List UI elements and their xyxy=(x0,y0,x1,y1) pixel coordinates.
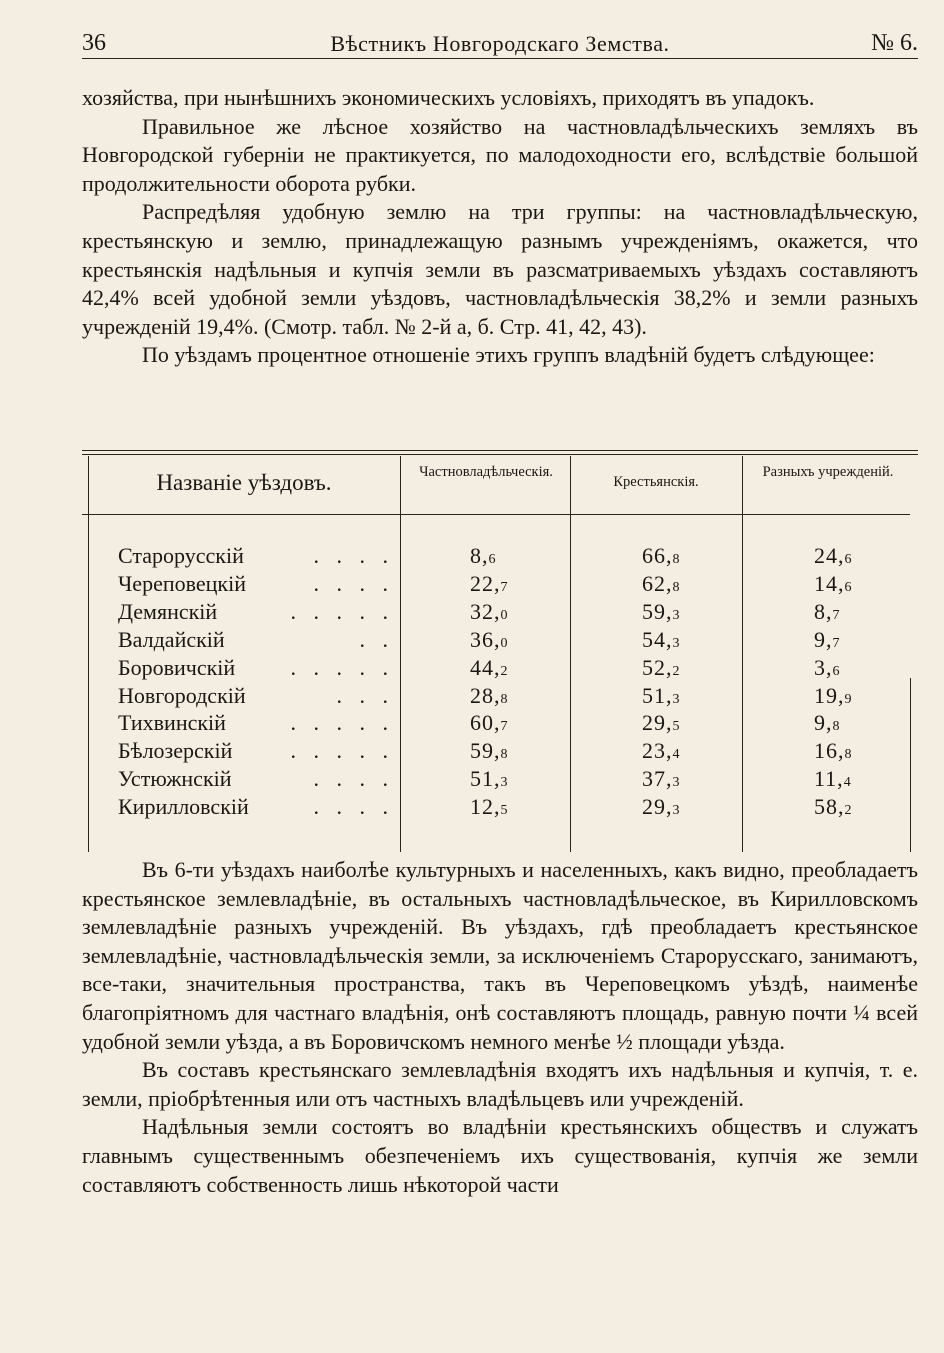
journal-title: Вѣстникъ Новгородскаго Земства. xyxy=(330,31,670,56)
various-value xyxy=(814,599,841,625)
district-name: Череповецкій xyxy=(118,570,246,596)
private-value xyxy=(470,543,497,569)
value-whole: 16, xyxy=(814,738,845,764)
value-whole: 62, xyxy=(642,570,673,596)
value-decimal: 8 xyxy=(672,552,681,567)
value-decimal: 2 xyxy=(844,803,853,819)
value-decimal: 3 xyxy=(672,607,681,623)
district-name: Бѣлозерскій xyxy=(118,738,233,764)
various-value xyxy=(814,794,853,820)
value-whole: 51, xyxy=(642,682,673,708)
value-decimal: 8 xyxy=(500,691,509,707)
paragraph: Въ составъ крестьянскаго землевладѣнія входятъ ихъ надѣльныя и купчія, т. е. земли, пріобрѣтенныя или отъ частныхъ владѣльцевъ или учрежденій. xyxy=(82,1057,918,1111)
value-decimal: 7 xyxy=(500,719,509,735)
text-block-bottom xyxy=(82,856,918,1199)
value-whole: 58, xyxy=(814,794,845,820)
value-whole: 9, xyxy=(814,626,833,652)
value-decimal: 3 xyxy=(672,803,681,819)
private-value xyxy=(470,571,509,597)
value-decimal: 0 xyxy=(500,607,509,623)
value-decimal: 2 xyxy=(500,663,509,679)
table-row xyxy=(82,599,918,627)
private-value xyxy=(470,738,509,764)
peasant-value xyxy=(642,571,681,597)
value-whole: 51, xyxy=(470,766,501,792)
page-number: 36 xyxy=(82,30,106,56)
private-value xyxy=(470,766,509,792)
value-decimal: 8 xyxy=(844,747,853,763)
peasant-value xyxy=(642,627,681,653)
district-name: Старорусскій xyxy=(118,543,244,568)
value-whole: 59, xyxy=(470,738,501,764)
table-row xyxy=(82,710,918,738)
value-whole: 52, xyxy=(642,654,673,680)
value-whole: 32, xyxy=(470,598,501,624)
value-whole: 3, xyxy=(814,654,833,680)
paragraph: Въ 6-ти уѣздахъ наиболѣе культурныхъ и населенныхъ, какъ видно, преобладаетъ крестьянское землевладѣніе, въ остальныхъ частновладѣльческое, въ Кирилловскомъ землевладѣніе разныхъ учрежденій. Въ уѣздахъ, гдѣ преобладаетъ крестьянское землевладѣніе, частновладѣльческія земли, за исключеніемъ Старорусскаго, занимаютъ, все-таки, значительныя пространства, такъ въ Череповецкомъ уѣздѣ, наименѣе благопріятномъ для частнаго владѣнія, онѣ составляютъ площадь, равную почти ¼ всей удобной земли уѣзда, а въ Боровичскомъ немного менѣе ½ площади уѣзда. xyxy=(82,857,918,1054)
private-value xyxy=(470,627,509,653)
peasant-value xyxy=(642,543,681,569)
leader-dots: . . . . . xyxy=(290,738,394,764)
table-row xyxy=(82,627,918,655)
value-decimal: 6 xyxy=(844,552,853,567)
value-whole: 60, xyxy=(470,710,501,736)
peasant-value xyxy=(642,655,681,681)
table-top-rule-thin xyxy=(82,454,918,455)
paragraph: хозяйства, при нынѣшнихъ экономическихъ условіяхъ, приходятъ въ упадокъ. xyxy=(82,85,815,110)
table-row xyxy=(82,655,918,683)
leader-dots: . . . . xyxy=(313,766,394,792)
private-value xyxy=(470,683,509,709)
value-whole: 29, xyxy=(642,710,673,736)
peasant-value xyxy=(642,738,681,764)
district-ownership-table xyxy=(82,450,918,852)
value-decimal: 2 xyxy=(672,663,681,679)
leader-dots: . . . . . xyxy=(290,654,394,680)
district-name: Кирилловскій xyxy=(118,794,249,820)
text-block-top xyxy=(82,84,918,370)
value-decimal: 3 xyxy=(500,775,509,791)
district-name: Демянскій xyxy=(118,598,218,624)
column-header-peasant: Крестьянскія. xyxy=(613,474,699,490)
value-whole: 66, xyxy=(642,543,673,568)
table-row xyxy=(82,738,918,766)
value-whole: 24, xyxy=(814,543,845,568)
value-whole: 11, xyxy=(814,766,844,792)
district-name: Тихвинскій xyxy=(118,710,226,736)
peasant-value xyxy=(642,599,681,625)
paragraph: Надѣльныя земли состоятъ во владѣніи крестьянскихъ обществъ и служатъ главнымъ существеннымъ обезпеченіемъ ихъ существованія, купчія же земли составляютъ собственность лишь нѣкоторой части xyxy=(82,1114,918,1197)
table-header-rule xyxy=(82,514,910,515)
various-value xyxy=(814,543,853,569)
value-decimal: 3 xyxy=(672,775,681,791)
district-name: Валдайскій xyxy=(118,626,225,652)
value-whole: 59, xyxy=(642,598,673,624)
value-whole: 14, xyxy=(814,570,845,596)
value-whole: 12, xyxy=(470,794,501,820)
leader-dots: . . . . xyxy=(313,794,394,820)
paragraph: По уѣздамъ процентное отношеніе этихъ группъ владѣній будетъ слѣдующее: xyxy=(142,342,875,368)
peasant-value xyxy=(642,710,681,736)
issue-number: № 6. xyxy=(871,30,918,56)
value-decimal: 4 xyxy=(672,747,681,763)
peasant-value xyxy=(642,766,681,792)
table-row xyxy=(82,683,918,711)
leader-dots: . . . . xyxy=(313,543,394,568)
value-whole: 28, xyxy=(470,682,501,708)
leader-dots: . . xyxy=(359,626,394,652)
table-row xyxy=(82,543,918,571)
value-decimal: 6 xyxy=(844,579,853,595)
private-value xyxy=(470,599,509,625)
value-whole: 23, xyxy=(642,738,673,764)
value-decimal: 7 xyxy=(832,607,841,623)
table-row xyxy=(82,571,918,599)
various-value xyxy=(814,738,853,764)
value-whole: 22, xyxy=(470,570,501,596)
running-header xyxy=(82,26,918,59)
value-decimal: 3 xyxy=(672,635,681,651)
value-whole: 19, xyxy=(814,682,845,708)
column-header-private: Частновладѣльческія. xyxy=(419,464,553,480)
paragraph: Правильное же лѣсное хозяйство на частновладѣльческихъ земляхъ въ Новгородской губерніи не практикуется, по малодоходности его, вслѣдствіе большой продолжительности оборота рубки. xyxy=(82,113,918,196)
private-value xyxy=(470,655,509,681)
private-value xyxy=(470,710,509,736)
various-value xyxy=(814,766,852,792)
various-value xyxy=(814,683,853,709)
column-header-various: Разныхъ учрежденій. xyxy=(762,464,894,480)
various-value xyxy=(814,655,841,681)
value-decimal: 6 xyxy=(832,663,841,679)
leader-dots: . . . xyxy=(336,682,394,708)
value-decimal: 8 xyxy=(500,747,509,763)
district-name: Боровичскій xyxy=(118,654,236,680)
value-whole: 9, xyxy=(814,710,833,736)
leader-dots: . . . . xyxy=(313,570,394,596)
peasant-value xyxy=(642,683,681,709)
value-decimal: 0 xyxy=(500,635,509,651)
district-name: Новгородскій xyxy=(118,682,246,708)
value-decimal: 7 xyxy=(500,579,509,595)
district-name: Устюжнскій xyxy=(118,766,232,792)
paragraph: Распредѣляя удобную землю на три группы: на частновладѣльческую, крестьянскую и землю, принадлежащую разнымъ учрежденіямъ, окажется, что крестьянскія надѣльныя и купчія земли въ разсматриваемыхъ уѣздахъ составляютъ 42,4% всей удобной земли уѣздовъ, частновладѣльческія 38,2% и земли разныхъ учрежденій 19,4%. (Смотр. табл. № 2-й а, б. Стр. 41, 42, 43). xyxy=(82,199,918,339)
value-whole: 8, xyxy=(470,543,489,568)
value-decimal: 8 xyxy=(832,719,841,735)
table-top-rule xyxy=(82,450,918,451)
table-row xyxy=(82,794,918,822)
value-decimal: 7 xyxy=(832,635,841,651)
various-value xyxy=(814,710,841,736)
value-whole: 37, xyxy=(642,766,673,792)
value-decimal: 9 xyxy=(844,691,853,707)
value-whole: 36, xyxy=(470,626,501,652)
table-row xyxy=(82,766,918,794)
leader-dots: . . . . . xyxy=(290,710,394,736)
column-header-district: Названіе уѣздовъ. xyxy=(156,470,332,495)
value-decimal: 4 xyxy=(843,775,852,791)
value-decimal: 5 xyxy=(672,719,681,735)
value-whole: 8, xyxy=(814,598,833,624)
private-value xyxy=(470,794,509,820)
value-decimal: 6 xyxy=(488,552,497,567)
various-value xyxy=(814,627,841,653)
value-decimal: 3 xyxy=(672,691,681,707)
various-value xyxy=(814,571,853,597)
value-whole: 54, xyxy=(642,626,673,652)
value-whole: 44, xyxy=(470,654,501,680)
peasant-value xyxy=(642,794,681,820)
value-decimal: 5 xyxy=(500,803,509,819)
value-decimal: 8 xyxy=(672,579,681,595)
value-whole: 29, xyxy=(642,794,673,820)
leader-dots: . . . . . xyxy=(290,598,394,624)
